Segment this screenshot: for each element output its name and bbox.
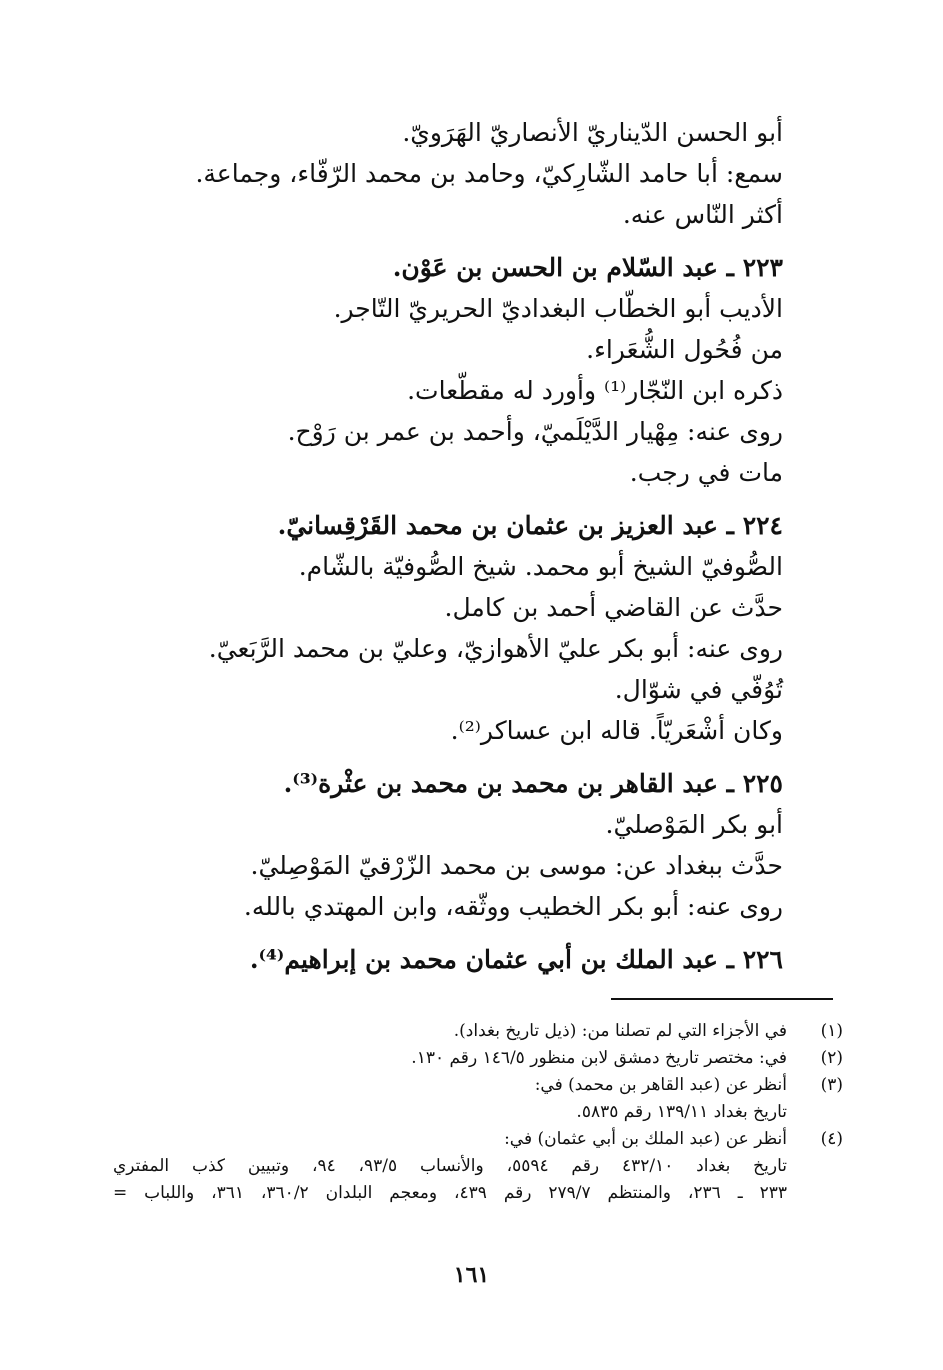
footnote-4-continued [113, 1180, 843, 1207]
entry-heading-224: ٢٢٤ ـ عبد العزيز بن عثمان بن محمد القَرْقِسانيّ. [277, 511, 783, 540]
main-text [143, 112, 783, 980]
text-line: روى عنه: مِهْيار الدَّيْلَميّ، وأحمد بن عمر بن رَوْح. [287, 417, 783, 446]
text-line: حدَّث ببغداد عن: موسى بن محمد الزّرْقيّ المَوْصِليّ. [250, 851, 783, 880]
text-line: تُوُفّي في شوّال. [614, 675, 783, 704]
footnote-text: تاريخ بغداد ٤٣٢/١٠ رقم ٥٥٩٤، والأنساب ٩٣/٥، ٩٤، وتبيين كذب المفتري [113, 1156, 787, 1176]
footnote-2 [113, 1045, 843, 1072]
entry-heading-223: ٢٢٣ ـ عبد السّلام بن الحسن بن عَوْن. [392, 253, 783, 282]
footnote-text: في: مختصر تاريخ دمشق لابن منظور ١٤٦/٥ رقم ١٣٠. [411, 1048, 787, 1068]
entry-heading-226: ٢٢٦ ـ عبد الملك بن أبي عثمان محمد بن إبراهيم⁽⁴⁾. [249, 945, 783, 974]
footnote-number: (٢) [820, 1048, 843, 1068]
text-line: روى عنه: أبو بكر الخطيب ووثّقه، وابن المهتدي بالله. [243, 892, 783, 921]
footnote-divider [611, 998, 833, 1000]
text-line: أكثر النّاس عنه. [622, 200, 783, 229]
text-line: حدَّث عن القاضي أحمد بن كامل. [444, 593, 783, 622]
entry-heading-225: ٢٢٥ ـ عبد القاهر بن محمد بن محمد بن عثْرة⁽³⁾. [283, 769, 783, 798]
page-number: ١٦١ [453, 1262, 490, 1288]
footnote-text: أنظر عن (عبد القاهر بن محمد) في: [534, 1075, 787, 1095]
footnotes [113, 1018, 843, 1207]
footnote-4 [113, 1126, 843, 1153]
footnote-3-continued [113, 1099, 843, 1126]
text-line: الأديب أبو الخطّاب البغداديّ الحريريّ التّاجر. [333, 294, 783, 323]
footnote-4-continued [113, 1153, 843, 1180]
text-line: من فُحُول الشُّعَراء. [586, 335, 783, 364]
footnote-text: ٢٣٣ ـ ٢٣٦، والمنتظم ٢٧٩/٧ رقم ٤٣٩، ومعجم البلدان ٣٦٠/٢، ٣٦١، واللباب = [113, 1183, 788, 1203]
footnote-number: (١) [820, 1021, 843, 1041]
text-line: مات في رجب. [629, 458, 783, 487]
footnote-number: (٣) [820, 1075, 843, 1095]
text-line: وكان أشْعَريّاً. قاله ابن عساكر⁽²⁾. [450, 716, 783, 745]
text-line: الصُّوفيّ الشيخ أبو محمد. شيخ الصُّوفيّة بالشّام. [298, 552, 783, 581]
text-line: أبو الحسن الدّيناريّ الأنصاريّ الهَرَويّ. [402, 118, 783, 147]
footnote-number: (٤) [820, 1129, 843, 1149]
footnote-text: أنظر عن (عبد الملك بن أبي عثمان) في: [504, 1129, 787, 1149]
footnote-1 [113, 1018, 843, 1045]
text-line: روى عنه: أبو بكر عليّ الأهوازيّ، وعليّ بن محمد الرَّبَعيّ. [208, 634, 783, 663]
text-line: أبو بكر المَوْصليّ. [605, 810, 783, 839]
text-line: سمع: أبا حامد الشّارِكيّ، وحامد بن محمد الرّفّاء، وجماعة. [195, 159, 783, 188]
text-line: ذكره ابن النّجّار⁽¹⁾ وأورد له مقطّعات. [407, 376, 783, 405]
footnote-text: تاريخ بغداد ١٣٩/١١ رقم ٥٨٣٥. [576, 1102, 787, 1122]
footnote-3 [113, 1072, 843, 1099]
footnote-text: في الأجزاء التي لم تصلنا من: (ذيل تاريخ بغداد). [453, 1021, 787, 1041]
